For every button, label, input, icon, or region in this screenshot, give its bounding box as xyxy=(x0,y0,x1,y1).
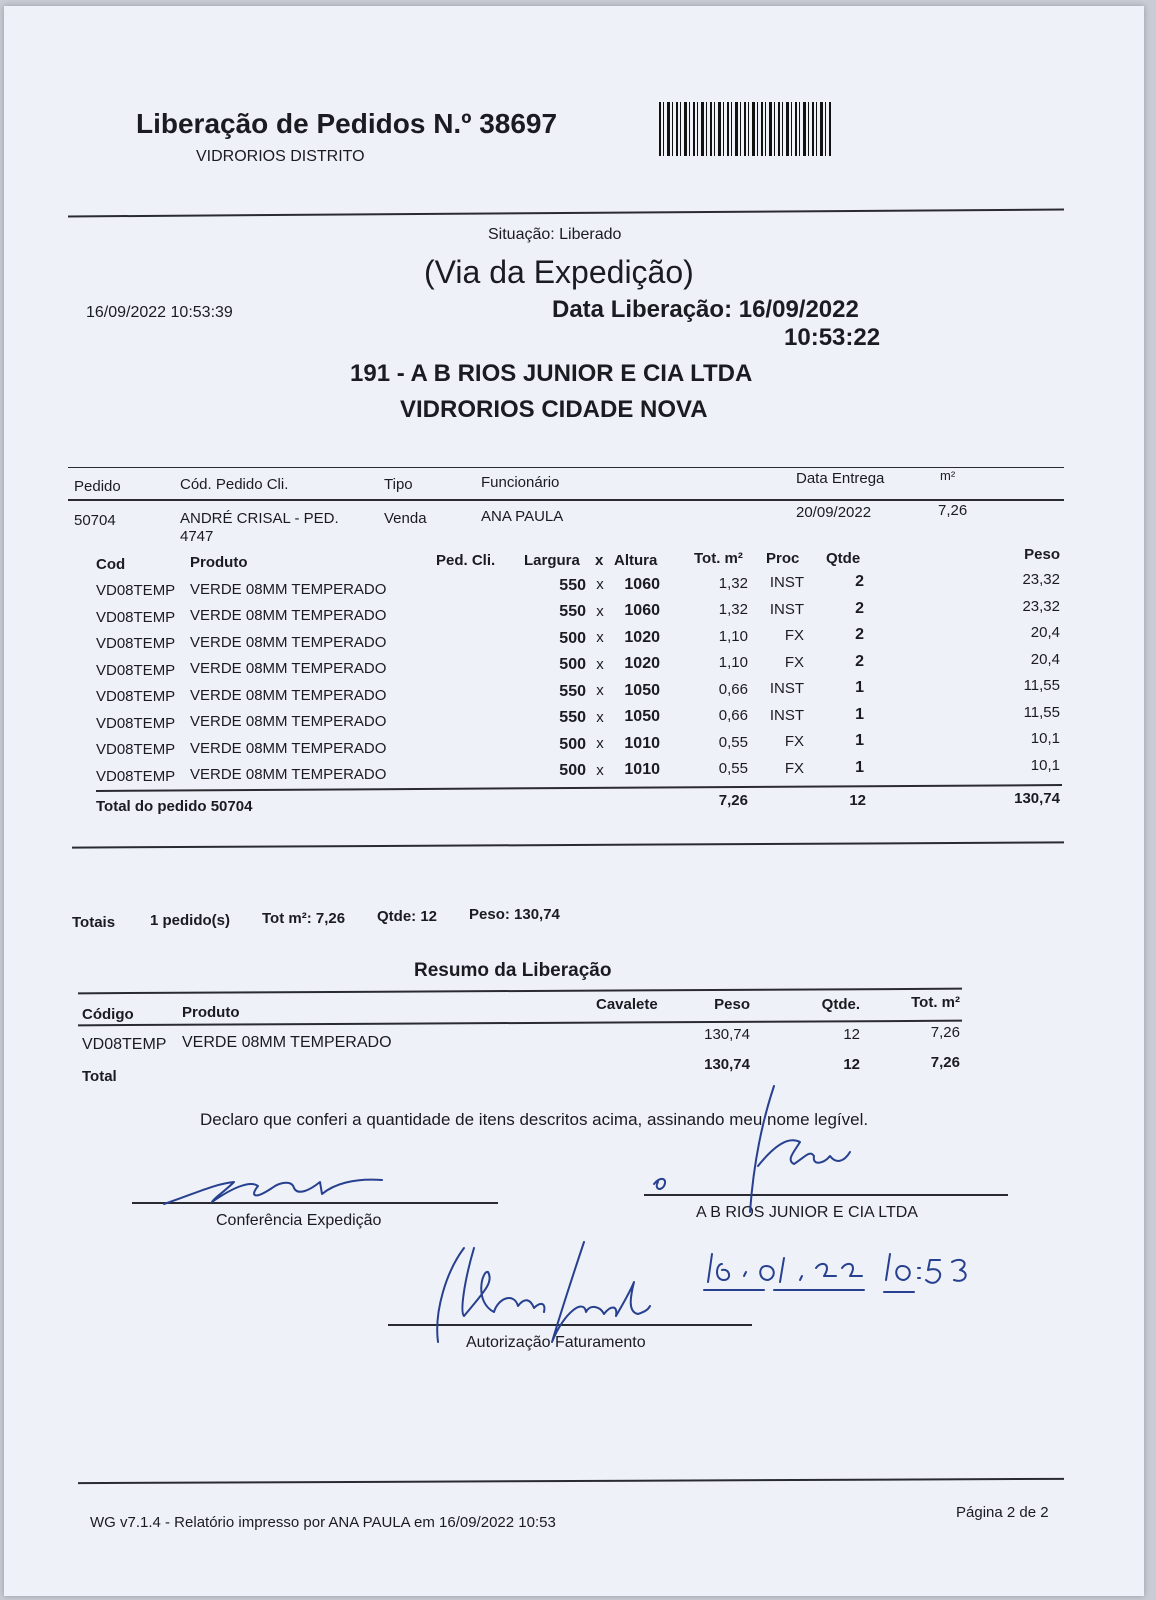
footer-printed-by: WG v7.1.4 - Relatório impresso por ANA PAULA em 16/09/2022 10:53 xyxy=(90,1514,556,1531)
label-cod-pedido-cli: Cód. Pedido Cli. xyxy=(180,476,289,493)
item-peso: 10,1 xyxy=(1030,730,1060,748)
signature-label-conferencia: Conferência Expedição xyxy=(216,1212,382,1229)
label-pedido: Pedido xyxy=(74,478,121,495)
item-altura: 1020 xyxy=(624,655,660,673)
client-order-code-cont: 4747 xyxy=(180,528,214,545)
divider xyxy=(68,499,1064,501)
employee: ANA PAULA xyxy=(481,508,564,525)
col-tot-m2: Tot. m² xyxy=(694,550,743,567)
summary-total-label: Total xyxy=(82,1068,117,1085)
client-name: 191 - A B RIOS JUNIOR E CIA LTDA xyxy=(350,360,753,387)
summary-row-tot-m2: 7,26 xyxy=(930,1024,960,1041)
divider xyxy=(78,1478,1064,1484)
declaration-text: Declaro que conferi a quantidade de itens descritos acima, assinando meu nome legível. xyxy=(200,1110,869,1129)
order-total-m2: 7,26 xyxy=(718,792,748,809)
order-m2: 7,26 xyxy=(938,502,968,519)
order-total-label: Total do pedido 50704 xyxy=(96,798,253,815)
divider xyxy=(68,467,1064,468)
item-cod: VD08TEMP xyxy=(96,767,176,785)
label-funcionario: Funcionário xyxy=(481,474,560,491)
totals-m2: Tot m²: 7,26 xyxy=(262,910,346,927)
divider xyxy=(78,988,962,995)
divider xyxy=(68,209,1064,218)
item-tot-m2: 1,10 xyxy=(718,654,748,672)
item-cod: VD08TEMP xyxy=(96,582,176,599)
totals-label: Totais xyxy=(72,914,116,931)
client-store: VIDRORIOS CIDADE NOVA xyxy=(400,396,708,423)
item-tot-m2: 1,32 xyxy=(718,601,748,619)
item-produto: VERDE 08MM TEMPERADO xyxy=(190,607,387,625)
item-cod: VD08TEMP xyxy=(96,688,176,705)
item-proc: FX xyxy=(784,733,804,751)
item-produto: VERDE 08MM TEMPERADO xyxy=(190,739,387,757)
item-cod: VD08TEMP xyxy=(96,714,176,732)
item-largura: 500 xyxy=(559,735,586,753)
company-subtitle: VIDRORIOS DISTRITO xyxy=(196,148,365,165)
item-qtde: 1 xyxy=(855,732,864,750)
summary-col-peso: Peso xyxy=(714,996,750,1013)
item-qtde: 2 xyxy=(855,599,864,617)
label-data-entrega: Data Entrega xyxy=(796,470,885,487)
item-x: x xyxy=(596,655,604,673)
item-qtde: 2 xyxy=(855,652,864,670)
col-cod: Cod xyxy=(96,556,126,573)
item-proc: INST xyxy=(769,600,804,618)
item-cod: VD08TEMP xyxy=(96,608,176,626)
item-peso: 11,55 xyxy=(1023,677,1060,695)
release-date: Data Liberação: 16/09/2022 xyxy=(552,296,859,323)
item-x: x xyxy=(596,708,604,726)
summary-col-cavalete: Cavalete xyxy=(596,996,658,1013)
signature-label-autorizacao: Autorização Faturamento xyxy=(466,1334,646,1351)
order-type: Venda xyxy=(384,510,427,527)
item-altura: 1010 xyxy=(624,734,660,752)
barcode xyxy=(659,102,831,156)
item-qtde: 1 xyxy=(855,679,864,697)
item-altura: 1060 xyxy=(624,575,660,593)
item-tot-m2: 0,66 xyxy=(718,680,748,698)
item-largura: 500 xyxy=(559,762,586,780)
col-altura: Altura xyxy=(614,552,658,569)
summary-total-tot-m2: 7,26 xyxy=(930,1054,960,1071)
summary-row-codigo: VD08TEMP xyxy=(82,1036,167,1053)
item-altura: 1010 xyxy=(624,761,660,779)
col-proc: Proc xyxy=(766,550,800,567)
totals-qtde: Qtde: 12 xyxy=(377,908,438,925)
summary-col-produto: Produto xyxy=(182,1004,240,1021)
status-text: Situação: Liberado xyxy=(488,226,622,243)
col-peso: Peso xyxy=(1024,546,1060,563)
item-produto: VERDE 08MM TEMPERADO xyxy=(190,686,387,704)
handwritten-date xyxy=(704,1246,1004,1306)
release-time: 10:53:22 xyxy=(784,324,881,351)
handwritten-signature-company xyxy=(654,1086,884,1216)
item-x: x xyxy=(596,629,604,647)
item-cod: VD08TEMP xyxy=(96,741,176,758)
col-x: x xyxy=(595,552,604,569)
item-produto: VERDE 08MM TEMPERADO xyxy=(190,633,387,651)
item-peso: 23,32 xyxy=(1022,571,1060,589)
handwritten-signature-conferencia xyxy=(154,1174,394,1214)
item-qtde: 1 xyxy=(855,758,864,776)
item-produto: VERDE 08MM TEMPERADO xyxy=(190,713,387,731)
divider xyxy=(72,841,1064,848)
item-x: x xyxy=(596,576,604,594)
item-cod: VD08TEMP xyxy=(96,635,176,652)
item-proc: FX xyxy=(784,627,804,645)
print-datetime: 16/09/2022 10:53:39 xyxy=(86,304,233,321)
delivery-date: 20/09/2022 xyxy=(796,504,872,521)
summary-col-tot-m2: Tot. m² xyxy=(911,994,960,1011)
summary-total-qtde: 12 xyxy=(843,1056,860,1073)
item-peso: 20,4 xyxy=(1030,650,1060,668)
item-altura: 1060 xyxy=(624,602,660,620)
summary-row-produto: VERDE 08MM TEMPERADO xyxy=(182,1034,392,1051)
summary-col-codigo: Código xyxy=(82,1006,134,1023)
item-x: x xyxy=(596,682,604,700)
item-proc: INST xyxy=(769,706,804,724)
summary-row-peso: 130,74 xyxy=(704,1026,750,1043)
item-altura: 1050 xyxy=(624,681,660,699)
item-tot-m2: 0,55 xyxy=(718,760,748,778)
col-qtde: Qtde xyxy=(826,550,861,567)
copy-type: (Via da Expedição) xyxy=(424,254,694,290)
item-produto: VERDE 08MM TEMPERADO xyxy=(190,766,387,784)
document-title: Liberação de Pedidos N.º 38697 xyxy=(136,108,558,139)
item-proc: FX xyxy=(784,759,804,777)
item-tot-m2: 0,55 xyxy=(718,733,748,751)
item-largura: 550 xyxy=(559,576,586,594)
item-tot-m2: 0,66 xyxy=(718,707,748,725)
label-tipo: Tipo xyxy=(384,476,413,493)
item-qtde: 2 xyxy=(855,573,864,591)
item-peso: 20,4 xyxy=(1030,624,1060,642)
item-cod: VD08TEMP xyxy=(96,661,176,679)
item-tot-m2: 1,32 xyxy=(718,574,748,592)
item-qtde: 2 xyxy=(855,626,864,644)
summary-total-peso: 130,74 xyxy=(704,1056,750,1073)
item-altura: 1050 xyxy=(624,708,660,726)
totals-orders: 1 pedido(s) xyxy=(150,912,231,929)
item-tot-m2: 1,10 xyxy=(718,627,748,645)
handwritten-signature-autorizacao xyxy=(434,1242,674,1352)
item-proc: INST xyxy=(769,574,804,592)
item-produto: VERDE 08MM TEMPERADO xyxy=(190,580,387,598)
item-proc: FX xyxy=(784,653,804,671)
item-altura: 1020 xyxy=(624,628,660,646)
item-largura: 500 xyxy=(559,629,586,647)
document-page xyxy=(4,6,1144,1596)
item-largura: 500 xyxy=(559,656,586,674)
order-number: 50704 xyxy=(74,512,116,529)
summary-col-qtde: Qtde. xyxy=(821,996,860,1013)
item-largura: 550 xyxy=(559,682,586,700)
col-largura: Largura xyxy=(524,552,580,569)
item-largura: 550 xyxy=(559,709,586,727)
item-peso: 10,1 xyxy=(1030,756,1060,774)
item-x: x xyxy=(596,735,604,753)
signature-label-company: A B RIOS JUNIOR E CIA LTDA xyxy=(696,1204,918,1221)
client-order-code: ANDRÉ CRISAL - PED. xyxy=(180,510,339,527)
label-m2: m² xyxy=(940,468,956,483)
item-x: x xyxy=(596,602,604,620)
item-largura: 550 xyxy=(559,603,586,621)
summary-row-qtde: 12 xyxy=(843,1026,860,1043)
item-proc: INST xyxy=(769,680,804,698)
item-qtde: 1 xyxy=(855,705,864,723)
col-ped-cli: Ped. Cli. xyxy=(436,552,496,569)
divider xyxy=(96,784,1062,792)
col-produto: Produto xyxy=(190,554,248,571)
order-total-peso: 130,74 xyxy=(1014,790,1060,807)
item-x: x xyxy=(596,761,604,779)
item-peso: 23,32 xyxy=(1022,597,1060,615)
order-total-qtde: 12 xyxy=(849,792,866,809)
totals-peso: Peso: 130,74 xyxy=(469,906,560,923)
item-produto: VERDE 08MM TEMPERADO xyxy=(190,660,387,678)
summary-title: Resumo da Liberação xyxy=(414,960,612,981)
footer-page-number: Página 2 de 2 xyxy=(956,1504,1049,1521)
item-peso: 11,55 xyxy=(1023,703,1060,721)
